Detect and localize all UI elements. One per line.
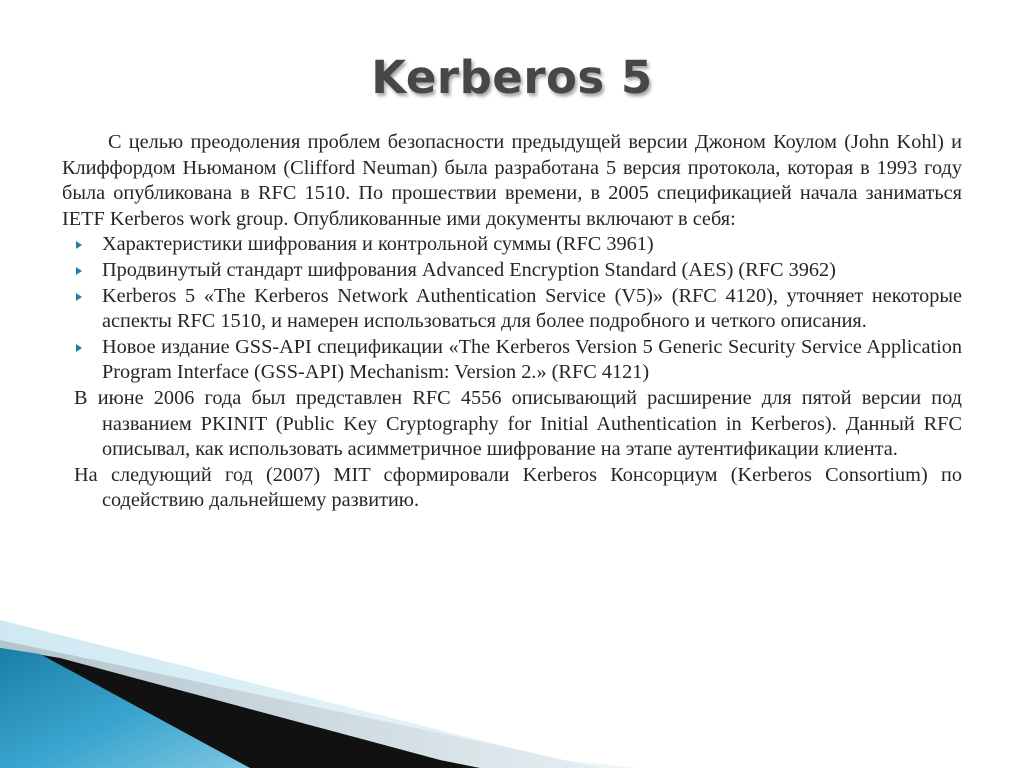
triangle-bullet-icon [76, 267, 82, 275]
list-item [62, 284, 962, 335]
intro-paragraph: С целью преодоления проблем безопасности предыдущей версии Джоном Коулом (John Kohl) и Клиффордом Ньюманом (Clifford Neuman) была разработана 5 версия протокола, которая в 1993 году была опубликована в RFC 1510. По прошествии времени, в 2005 спецификацией начала заниматься IETF Kerberos work group. Опубликованные ими документы включают в себя: [62, 131, 962, 230]
slide-title: Kerberos 5 [371, 51, 653, 104]
triangle-bullet-icon [76, 344, 82, 352]
list-item-text: Новое издание GSS-API спецификации «The Kerberos Version 5 Generic Security Service Application Program Interface (GSS-API) Mechanism: Version 2.» (RFC 4121) [102, 335, 962, 384]
triangle-bullet-icon [76, 241, 82, 249]
list-item-text: Kerberos 5 «The Kerberos Network Authentication Service (V5)» (RFC 4120), уточняет некоторые аспекты RFC 1510, и намерен использоваться для более подробного и четкого описания. [102, 284, 962, 333]
document-list [62, 232, 962, 386]
paragraph-2007: На следующий год (2007) MIT сформировали Kerberos Консорциум (Kerberos Consortium) по содействию дальнейшему развитию. [74, 463, 962, 512]
decorative-swoosh [0, 560, 1024, 768]
list-item-text: Характеристики шифрования и контрольной суммы (RFC 3961) [102, 233, 654, 256]
list-item [62, 258, 962, 284]
triangle-bullet-icon [76, 293, 82, 301]
paragraph-2006: В июне 2006 года был представлен RFC 4556 описывающий расширение для пятой версии под названием PKINIT (Public Key Cryptography for Initial Authentication in Kerberos). Данный RFC описывал, как использовать асимметричное шифрование на этапе аутентификации клиента. [74, 386, 962, 461]
list-item [62, 335, 962, 386]
list-item [62, 232, 962, 258]
slide-body [62, 130, 962, 514]
list-item-text: Продвинутый стандарт шифрования Advanced Encryption Standard (AES) (RFC 3962) [102, 258, 836, 281]
